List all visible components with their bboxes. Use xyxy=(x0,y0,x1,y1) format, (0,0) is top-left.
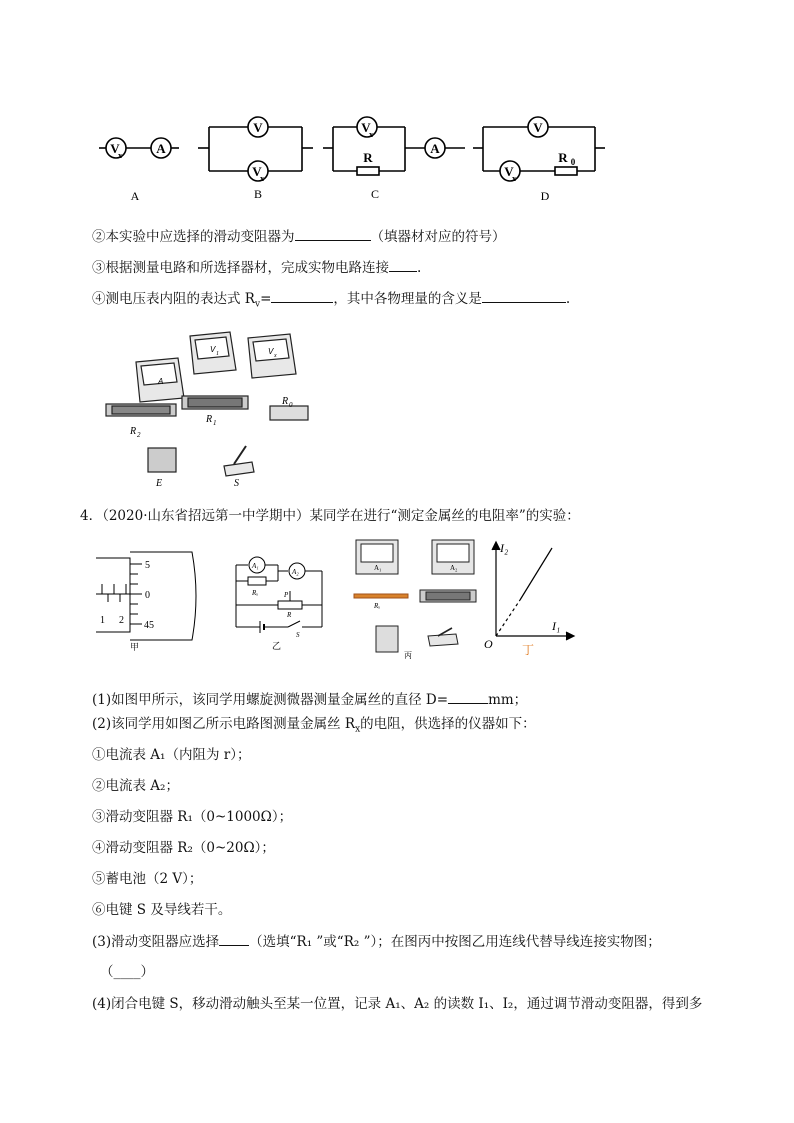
q4-part-1: (1)如图甲所示，该同学用螺旋测微器测量金属丝的直径 D= mm； xyxy=(92,689,527,710)
svg-text:O: O xyxy=(484,637,493,651)
svg-text:Rₓ: Rₓ xyxy=(374,602,381,610)
option-label-a: A xyxy=(130,189,140,203)
svg-text:S: S xyxy=(234,478,239,489)
svg-text:0: 0 xyxy=(145,590,150,601)
meter-vx-a: V xyxy=(110,141,120,156)
svg-text:x: x xyxy=(118,151,122,160)
answer-blank[interactable] xyxy=(482,288,566,303)
svg-text:R: R xyxy=(282,396,289,407)
svg-text:A₂: A₂ xyxy=(292,568,299,576)
circuit-options-figure xyxy=(95,108,615,208)
svg-text:丁: 丁 xyxy=(522,643,535,657)
meter-vx-c: V xyxy=(361,120,371,135)
svg-text:P: P xyxy=(284,591,289,599)
svg-text:I₁: I₁ xyxy=(552,619,561,633)
svg-text:A: A xyxy=(158,377,164,386)
answer-blank[interactable] xyxy=(448,689,488,704)
answer-blank[interactable] xyxy=(271,288,333,303)
svg-text:A₂: A₂ xyxy=(450,564,458,572)
svg-text:Rₓ: Rₓ xyxy=(252,589,259,597)
answer-blank[interactable] xyxy=(219,931,249,946)
svg-text:乙: 乙 xyxy=(272,641,282,651)
svg-text:甲: 甲 xyxy=(130,642,140,652)
q4-item-5: ⑤蓄电池（2 V）； xyxy=(92,871,203,887)
meter-v-d: V xyxy=(533,120,543,135)
q4-item-4: ④滑动变阻器 R₂（0~20Ω）； xyxy=(92,840,275,856)
svg-text:x: x xyxy=(512,174,516,183)
q3-line-4: ④测电压表内阻的表达式 $R_v=$ ，其中各物理量的含义是 . xyxy=(92,288,570,315)
answer-blank[interactable] xyxy=(389,257,417,272)
figure-bing-apparatus xyxy=(348,536,478,660)
svg-text:45: 45 xyxy=(144,620,154,631)
apparatus-photo-1 xyxy=(98,322,328,490)
svg-text:0: 0 xyxy=(570,157,576,167)
svg-text:R: R xyxy=(130,426,137,437)
q4-item-1: ①电流表 A₁（内阻为 r）； xyxy=(92,747,251,763)
svg-text:V: V xyxy=(210,345,216,354)
answer-blank[interactable] xyxy=(295,226,371,241)
figure-ding-graph xyxy=(478,538,578,658)
svg-text:0: 0 xyxy=(289,401,293,409)
meter-v-b: V xyxy=(253,120,263,135)
q4-item-3: ③滑动变阻器 R₁（0~1000Ω）； xyxy=(92,809,293,825)
q4-item-6: ⑥电键 S 及导线若干。 xyxy=(92,902,232,918)
figure-yi-circuit xyxy=(226,545,330,653)
q3-line-2: ②本实验中应选择的滑动变阻器为 （填器材对应的符号） xyxy=(92,226,506,247)
q4-part-3-paren: （____） xyxy=(100,964,154,980)
q4-part-4: (4)闭合电键 S，移动滑动触头至某一位置，记录 A₁、A₂ 的读数 I₁、I₂，通过调节滑动变阻器，得到多 xyxy=(92,996,703,1012)
svg-text:1: 1 xyxy=(216,351,219,357)
figure-jia-micrometer xyxy=(92,550,202,652)
svg-text:2: 2 xyxy=(137,431,141,439)
svg-text:丙: 丙 xyxy=(404,651,412,660)
svg-text:S: S xyxy=(296,631,300,639)
svg-text:I₂: I₂ xyxy=(500,541,509,555)
svg-text:5: 5 xyxy=(145,560,150,571)
option-label-b: B xyxy=(253,187,263,201)
svg-text:x: x xyxy=(260,174,264,183)
svg-text:1: 1 xyxy=(100,615,105,626)
meter-a-a: A xyxy=(156,141,166,156)
option-label-d: D xyxy=(540,189,550,203)
svg-text:R: R xyxy=(206,414,213,425)
svg-text:1: 1 xyxy=(213,419,217,427)
q4-item-2: ②电流表 A₂； xyxy=(92,778,179,794)
resistor-r0-d: R xyxy=(558,150,568,165)
svg-text:R: R xyxy=(287,611,292,619)
svg-text:A₁: A₁ xyxy=(252,562,259,570)
q4-part-3: (3)滑动变阻器应选择 （选填“R₁ ”或“R₂ ”）；在图丙中按图乙用连线代替导线连接实物图； xyxy=(92,931,661,952)
svg-text:A₁: A₁ xyxy=(374,564,382,572)
resistor-r-c: R xyxy=(363,150,373,165)
svg-text:2: 2 xyxy=(119,615,124,626)
q4-part-2: (2)该同学用如图乙所示电路图测量金属丝 $R_x$的电阻，供选择的仪器如下： xyxy=(92,716,536,735)
meter-vx-b: V xyxy=(252,164,262,179)
q4-stem: 4．（2020·山东省招远第一中学期中）某同学在进行“测定金属丝的电阻率”的实验： xyxy=(80,508,580,524)
svg-text:E: E xyxy=(156,478,163,489)
svg-text:V: V xyxy=(268,347,274,356)
svg-text:x: x xyxy=(274,353,277,359)
meter-vx-d: V xyxy=(504,164,514,179)
svg-text:x: x xyxy=(369,130,373,139)
q3-line-3: ③根据测量电路和所选择器材，完成实物电路连接 . xyxy=(92,257,421,278)
meter-a-c: A xyxy=(430,141,440,156)
option-label-c: C xyxy=(370,187,380,201)
